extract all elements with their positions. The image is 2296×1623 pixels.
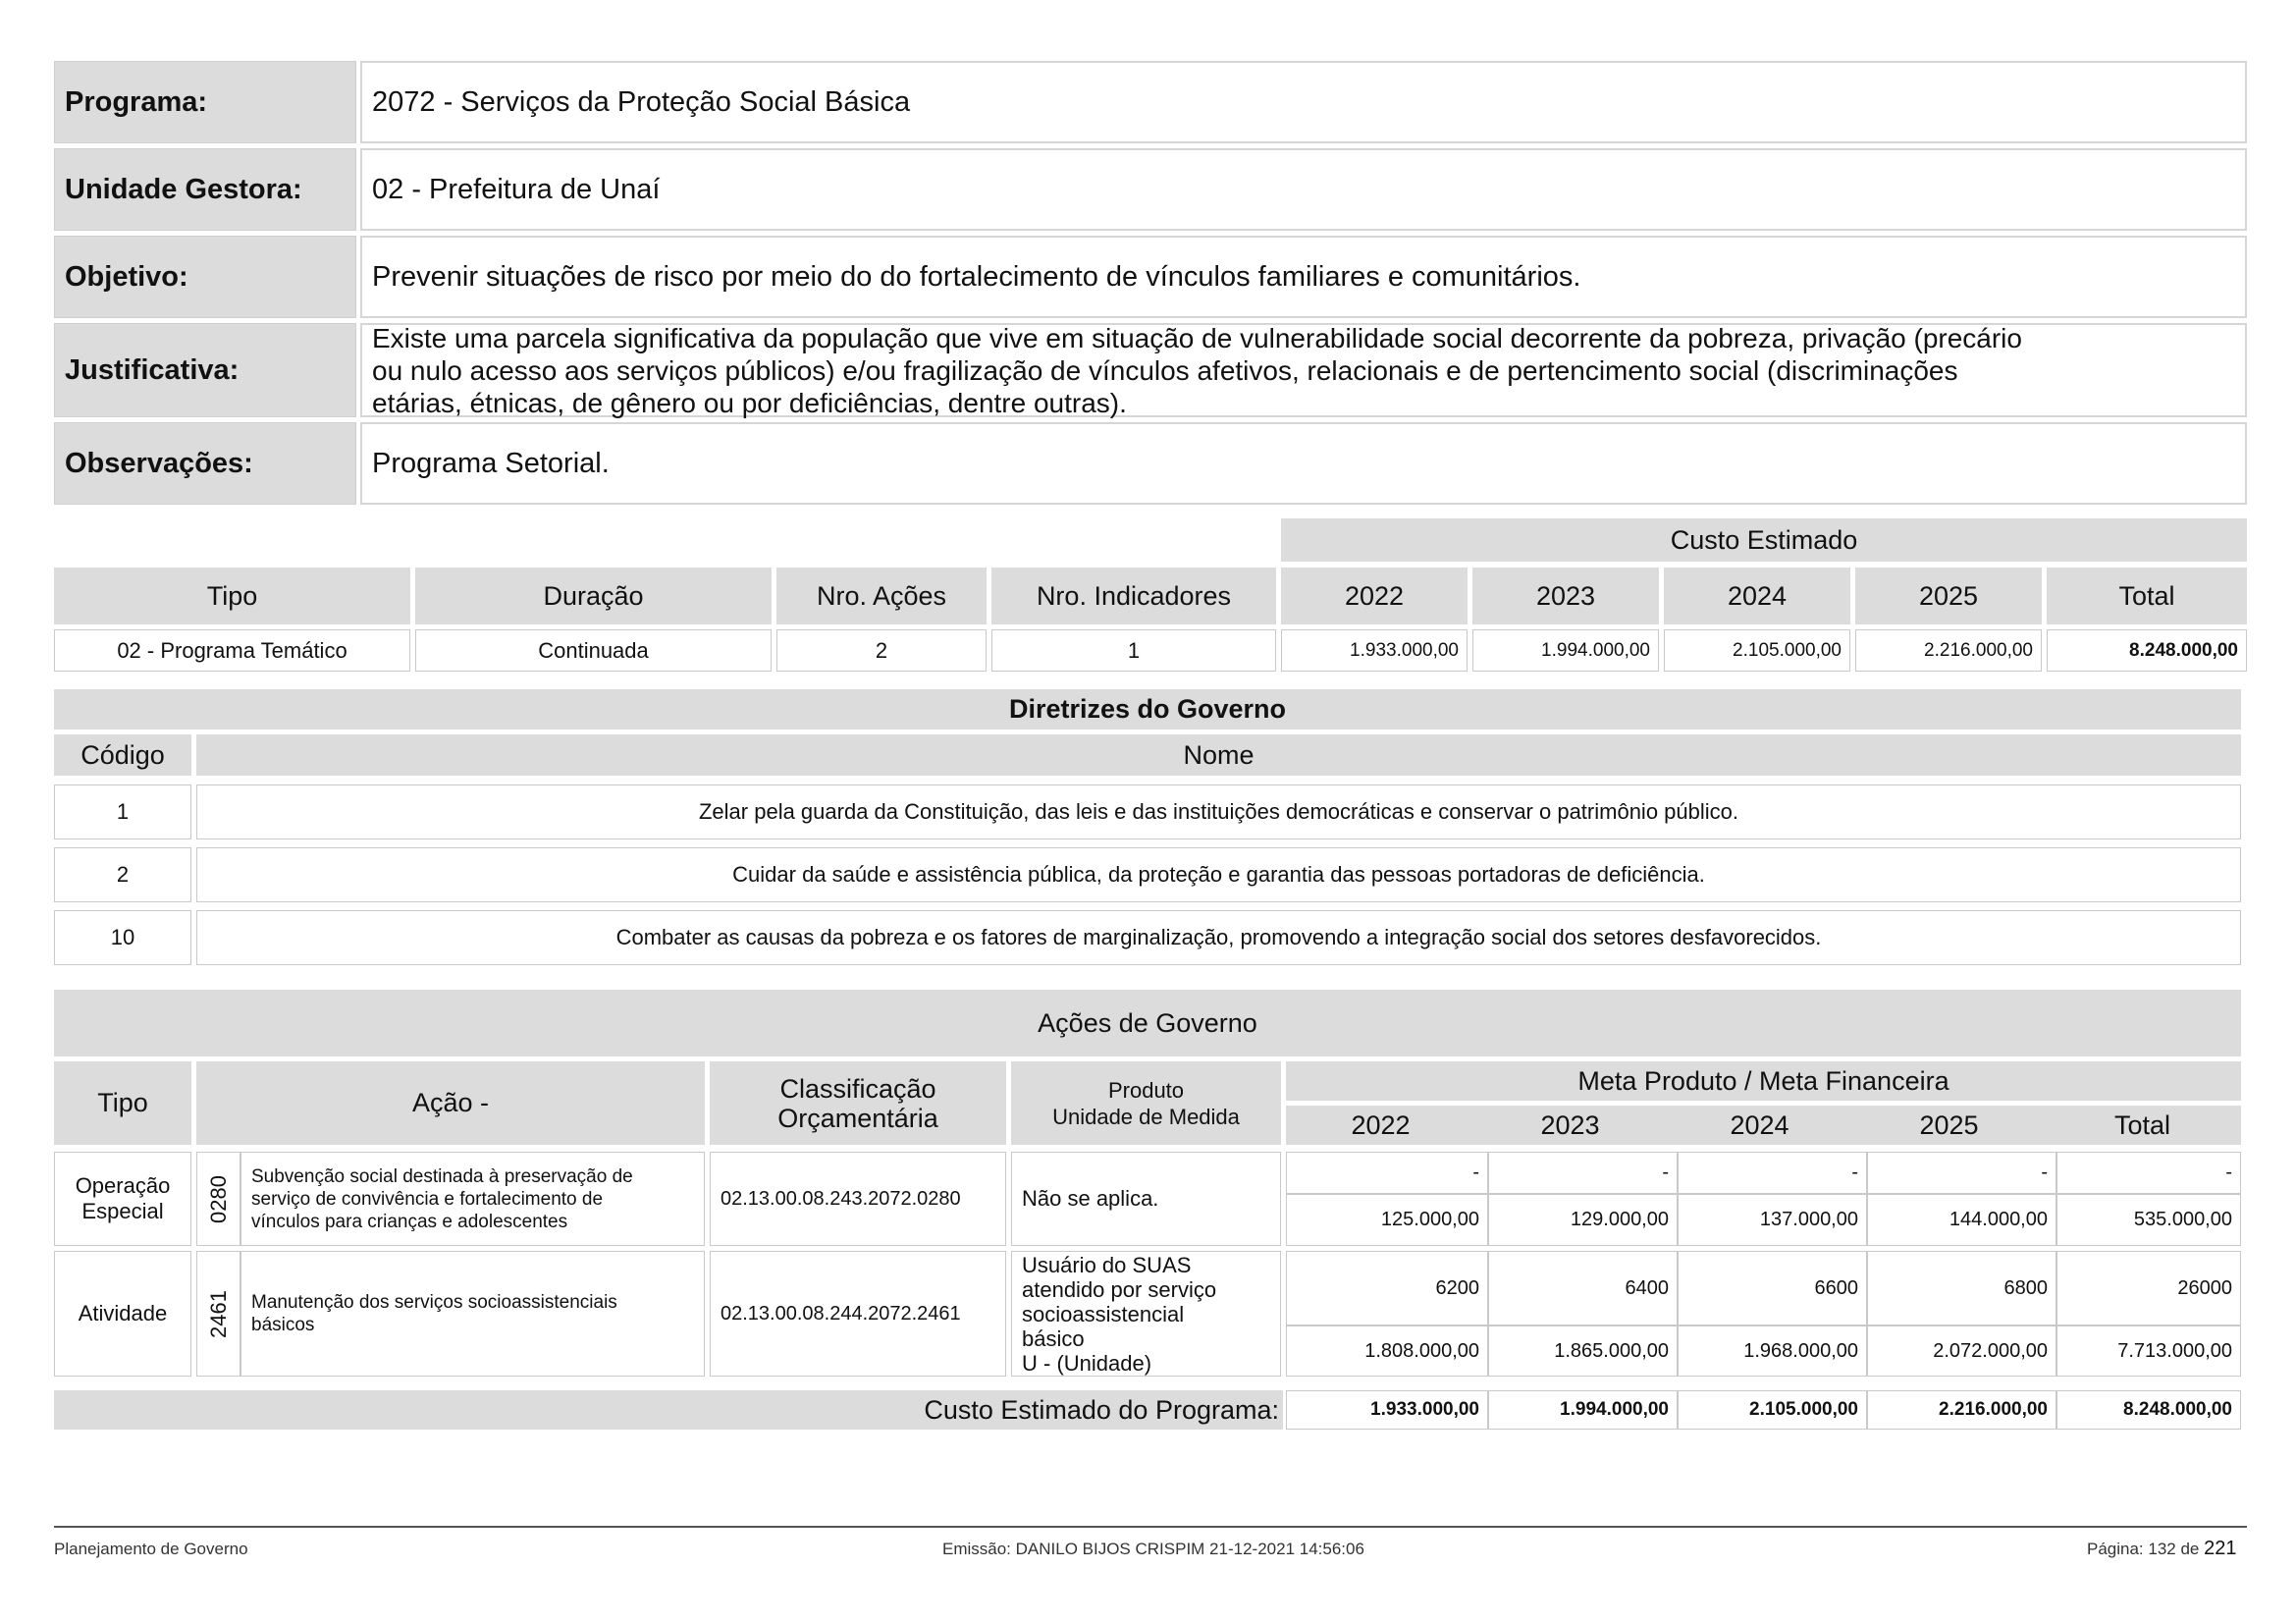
footer-divider <box>54 1526 2247 1528</box>
meta-2022: 6200 <box>1286 1251 1488 1325</box>
label-unidade-gestora: Unidade Gestora: <box>54 148 356 231</box>
meta-total: 26000 <box>2056 1251 2241 1325</box>
meta-total: - <box>2056 1152 2241 1194</box>
financeira-2024: 137.000,00 <box>1678 1194 1867 1246</box>
col-2022: 2022 <box>1281 568 1468 624</box>
custo-programa-2025: 2.216.000,00 <box>1867 1390 2056 1430</box>
meta-title: Meta Produto / Meta Financeira <box>1286 1061 2241 1101</box>
justificativa-value <box>360 323 2247 417</box>
col-2024: 2024 <box>1664 568 1850 624</box>
summary-nro-acoes: 2 <box>776 629 987 672</box>
justificativa-line: Existe uma parcela significativa da população que vive em situação de vulnerabilidade social decorrente da pobreza, privação (precário <box>372 322 2022 353</box>
acao-descricao-line: serviço de convivência e fortalecimento de <box>251 1188 604 1210</box>
acao-produto <box>1011 1251 1281 1377</box>
acao-tipo: Atividade <box>54 1251 191 1377</box>
acao-produto-line: Usuário do SUAS <box>1022 1252 1192 1277</box>
label-objetivo: Objetivo: <box>54 236 356 318</box>
footer-emissao: Emissão: DANILO BIJOS CRISPIM 21-12-2021 14:56:06 <box>942 1540 1364 1558</box>
meta-2024: 6600 <box>1678 1251 1867 1325</box>
col-2025: 2025 <box>1855 568 2042 624</box>
financeira-2022: 125.000,00 <box>1286 1194 1488 1246</box>
financeira-2023: 129.000,00 <box>1488 1194 1678 1246</box>
acao-descricao-line: vínculos para crianças e adolescentes <box>251 1211 568 1232</box>
acao-descricao <box>240 1251 705 1377</box>
produto-label-1: Produto <box>1107 1077 1185 1103</box>
summary-2024: 2.105.000,00 <box>1664 629 1850 672</box>
financeira-2025: 2.072.000,00 <box>1867 1325 2056 1377</box>
col-nome: Nome <box>196 734 2241 776</box>
meta-2022: - <box>1286 1152 1488 1194</box>
financeira-total: 535.000,00 <box>2056 1194 2241 1246</box>
label-observacoes: Observações: <box>54 422 356 505</box>
acao-produto <box>1011 1152 1281 1246</box>
acao-tipo <box>54 1152 191 1246</box>
diretriz-nome: Zelar pela guarda da Constituição, das leis e das instituições democráticas e conservar o patrimônio público. <box>196 784 2241 839</box>
meta-2024: - <box>1678 1152 1867 1194</box>
acao-produto-line: atendido por serviço <box>1022 1276 1217 1302</box>
acao-codigo-cell <box>196 1251 240 1377</box>
acao-descricao-line: Subvenção social destinada à preservação de <box>251 1165 633 1187</box>
meta-col-2022: 2022 <box>1286 1106 1475 1145</box>
custo-programa-2022: 1.933.000,00 <box>1286 1390 1488 1430</box>
summary-total: 8.248.000,00 <box>2047 629 2247 672</box>
footer-page-total: 221 <box>2204 1538 2237 1559</box>
financeira-2023: 1.865.000,00 <box>1488 1325 1678 1377</box>
financeira-total: 7.713.000,00 <box>2056 1325 2241 1377</box>
meta-col-2023: 2023 <box>1475 1106 1665 1145</box>
acao-descricao <box>240 1152 705 1246</box>
justificativa-line: ou nulo acesso aos serviços públicos) e/ou fragilização de vínculos afetivos, relacionais e de pertencimento social (discriminações <box>372 354 1958 386</box>
footer-page-prefix: Página: 132 de <box>2087 1540 2205 1558</box>
financeira-2025: 144.000,00 <box>1867 1194 2056 1246</box>
meta-2023: - <box>1488 1152 1678 1194</box>
programa-value: 2072 - Serviços da Proteção Social Básica <box>360 61 2247 143</box>
justificativa-line: etárias, étnicas, de gênero ou por deficiências, dentre outras). <box>372 387 1127 418</box>
acao-classificacao: 02.13.00.08.244.2072.2461 <box>710 1251 1006 1377</box>
summary-nro-indicadores: 1 <box>991 629 1276 672</box>
diretrizes-title: Diretrizes do Governo <box>54 689 2241 730</box>
custo-programa-2023: 1.994.000,00 <box>1488 1390 1678 1430</box>
observacoes-value: Programa Setorial. <box>360 422 2247 505</box>
col-duracao: Duração <box>415 568 772 624</box>
objetivo-value: Prevenir situações de risco por meio do do fortalecimento de vínculos familiares e comunitários. <box>360 236 2247 318</box>
classificacao-label-1: Classificação <box>779 1073 936 1104</box>
summary-tipo: 02 - Programa Temático <box>54 629 410 672</box>
unidade-gestora-value: 02 - Prefeitura de Unaí <box>360 148 2247 231</box>
col-2023: 2023 <box>1472 568 1659 624</box>
col-nro-indicadores: Nro. Indicadores <box>991 568 1276 624</box>
acoes-title: Ações de Governo <box>54 990 2241 1056</box>
acao-descricao-line: Manutenção dos serviços socioassistenciais <box>251 1292 617 1313</box>
acao-tipo-line: Operação <box>75 1173 171 1198</box>
col-tipo: Tipo <box>54 568 410 624</box>
acoes-col-produto <box>1011 1061 1281 1145</box>
acao-produto-line: Não se aplica. <box>1022 1186 1159 1211</box>
acoes-col-acao: Ação - <box>196 1061 705 1145</box>
meta-2023: 6400 <box>1488 1251 1678 1325</box>
label-justificativa: Justificativa: <box>54 323 356 417</box>
acao-classificacao: 02.13.00.08.243.2072.0280 <box>710 1152 1006 1246</box>
col-total: Total <box>2047 568 2247 624</box>
meta-col-2024: 2024 <box>1665 1106 1854 1145</box>
classificacao-label-2: Orçamentária <box>777 1103 938 1133</box>
col-codigo: Código <box>54 734 191 776</box>
meta-2025: - <box>1867 1152 2056 1194</box>
acoes-col-tipo: Tipo <box>54 1061 191 1145</box>
acao-produto-line: U - (Unidade) <box>1022 1350 1152 1376</box>
financeira-2022: 1.808.000,00 <box>1286 1325 1488 1377</box>
diretriz-codigo: 10 <box>54 910 191 965</box>
acao-tipo-line: Especial <box>81 1199 164 1223</box>
footer-left: Planejamento de Governo <box>54 1540 248 1558</box>
acao-codigo-cell <box>196 1152 240 1246</box>
custo-programa-2024: 2.105.000,00 <box>1678 1390 1867 1430</box>
diretriz-codigo: 1 <box>54 784 191 839</box>
acao-descricao-line: básicos <box>251 1315 315 1335</box>
footer-page <box>2087 1538 2236 1560</box>
summary-2022: 1.933.000,00 <box>1281 629 1468 672</box>
diretriz-nome: Cuidar da saúde e assistência pública, da proteção e garantia das pessoas portadoras de deficiência. <box>196 847 2241 902</box>
custo-programa-label: Custo Estimado do Programa: <box>54 1390 1283 1430</box>
diretriz-nome: Combater as causas da pobreza e os fatores de marginalização, promovendo a integração social dos setores desfavorecidos. <box>196 910 2241 965</box>
diretriz-codigo: 2 <box>54 847 191 902</box>
custo-estimado-header: Custo Estimado <box>1281 518 2247 562</box>
summary-duracao: Continuada <box>415 629 772 672</box>
meta-col-2025: 2025 <box>1854 1106 2044 1145</box>
acao-produto-line: básico <box>1022 1325 1085 1351</box>
acao-codigo: 2461 <box>205 1289 231 1338</box>
acoes-col-classificacao <box>710 1061 1006 1145</box>
meta-col-total: Total <box>2044 1106 2241 1145</box>
label-programa: Programa: <box>54 61 356 143</box>
summary-2023: 1.994.000,00 <box>1472 629 1659 672</box>
col-nro-acoes: Nro. Ações <box>776 568 987 624</box>
meta-2025: 6800 <box>1867 1251 2056 1325</box>
financeira-2024: 1.968.000,00 <box>1678 1325 1867 1377</box>
acao-produto-line: socioassistencial <box>1022 1301 1185 1326</box>
custo-programa-total: 8.248.000,00 <box>2056 1390 2241 1430</box>
produto-label-2: Unidade de Medida <box>1052 1104 1240 1129</box>
acao-codigo: 0280 <box>205 1174 231 1223</box>
summary-2025: 2.216.000,00 <box>1855 629 2042 672</box>
